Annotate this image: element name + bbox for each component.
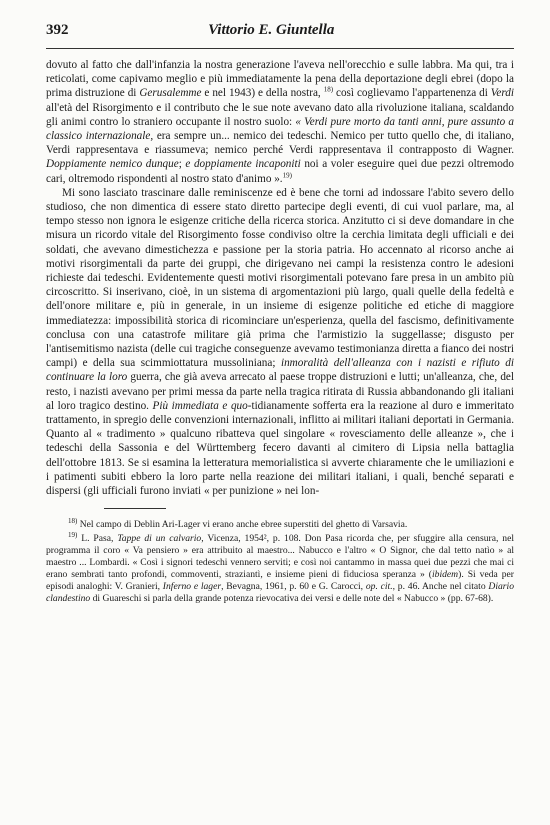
text-run: e nel 1943) e della nostra, <box>201 87 324 100</box>
footnote-text: Nel campo di Deblin Ari-Lager vi erano anche ebree superstiti del ghetto di Varsavia. <box>77 519 408 531</box>
paragraph-1 <box>46 58 514 186</box>
paragraph-2 <box>46 186 514 498</box>
footnote-number: 19) <box>68 531 78 540</box>
text-run: era sempre un... nemico dei tedeschi. Nemico per tutto quello che, di italiano, Verdi rappresentava e riassumeva; nemico perché Verdi rappresentava il contrapposto di Wagner. <box>46 130 514 157</box>
text-run: Mi sono lasciato trascinare dalle reminiscenze ed è bene che torni ad indossare l'abito severo dello studioso, che non dimentica di essere stato diretto partecipe degli eventi, di cui vuol parlare, ma, al tempo stesso non ignora le esigenze critiche della ricerca storica. Anzitutto ci si deve domandare in che misura un ricordo vitale del Risorgimento fosse condiviso oltre la cerchia limitata degli ufficiali e dei soldati, che avevano dimestichezza e passione per la storia patria. Ho accennato al ricorso anche ai motivi risorgimentali da parte dei gruppi, che dirigevano nei campi la resistenza contro le adesioni richieste dai tedeschi. Evidentemente questi motivi risorgimentali potevano fare presa in un ambito più circoscritto. Si inserivano, cioè, in un sistema di argomentazioni più largo, quali quelle della fedeltà e dell'onore militare e, più in generale, in un insieme di esigenze politiche ed etiche di maggiore immediatezza: impossibilità storica di ricominciare un'esperienza, quella del fascismo, definitivamente conclusa con una catastrofe militare già prima che l'armistizio la suggellasse; disgusto per l'antisemitismo nazista (delle cui tragiche conseguenze avevamo testimonianza diretta a fianco dei nostri campi) e della sua scimmiottatura mussoliniana; <box>46 186 514 370</box>
text-run: dovuto al fatto che dall'infanzia la nostra generazione l'aveva nell'orecchio e sulle labbra. Ma qui, tra i reticolati, come capivamo meglio e più immediatamente la pena della deportazione degli ebrei (dopo la prima distruzione di <box>46 59 514 100</box>
footnote-19 <box>46 533 514 605</box>
text-run: ; <box>178 158 186 171</box>
footnote-ref-19[interactable]: 19) <box>282 170 292 179</box>
text-run: così coglievamo l'appartenenza di <box>333 87 491 100</box>
footnote-18 <box>46 519 514 531</box>
italic-run: op. cit. <box>365 581 393 593</box>
footnote-divider <box>104 508 166 509</box>
text-run: , Bevagna, 1961, p. 60 e G. Carocci, <box>221 581 366 593</box>
text-run: tidianamente sofferta era la reazione al duro e immeritato trattamento, in spregio delle convenzioni internazionali, inflitto ai militari italiani deportati in Germania. Quanto al « tradimento » qualcuno ribatteva quel singolare « rovesciamento delle alleanze », che i tedeschi della Sassonia e del Württemberg fecero davanti al cimitero di Lipsia nella battaglia dell'ottobre 1813. Se si esamina la letteratura memorialistica si avverte chiaramente che le umiliazioni e i patimenti subiti ebbero la loro parte nella reazione dei militari italiani, i quali, benché separati e dispersi (gli ufficiali furono inviati « per punizione » nei lon- <box>46 399 514 498</box>
italic-run: e doppiamente incaponiti <box>185 158 301 171</box>
text-run: L. Pasa, <box>77 533 118 545</box>
footnote-number: 18) <box>68 517 78 526</box>
page-header <box>46 22 514 49</box>
text-run: di Guareschi si parla della grande potenza rievocativa dei versi e delle note del « Nabucco » (pp. 67-68). <box>90 593 494 605</box>
italic-run: Verdi <box>490 87 514 100</box>
text-run: all'età del Risorgimento e il contributo che le sue note avevano dato alla rivoluzione italiana, scaldando gli animi contro lo straniero occupante il nostro suolo: <box>46 101 514 128</box>
text-run: ). Si veda per episodi analoghi: V. Granieri, <box>46 569 515 593</box>
text-run: , p. 46. Anche nel citato <box>392 581 489 593</box>
italic-run: Tappe di un calvario <box>117 533 202 545</box>
text-run: noi a voler eseguire quei due pezzi oltremodo cari, oltremodo rispondenti al nostro stato d'animo ». <box>46 158 514 185</box>
footnote-ref-18[interactable]: 18) <box>323 85 334 94</box>
text-run: , Vicenza, 1954², p. 108. Don Pasa ricorda che, per sfuggire alla censura, nel programma il coro « Va pensiero » era attribuito al maestro... Nabucco e l'altro « O Signor, che dal tetto natìo » al maestro ... Lombardi. « Così i signori tedeschi vennero serviti; e così noi cantammo in massa quei due pezzi che mai ci erano sembrati tanto profondi, commoventi, straziantì, e insieme pieni di fiduciosa speranza » ( <box>46 533 515 581</box>
footnotes <box>46 519 514 605</box>
text-run: guerra, che già aveva arrecato al paese troppe distruzioni e lutti; un'alleanza, che, del resto, i nazisti avevano per primi messa da parte nella tragica ritirata di Russia abbandonando gli italiani al loro tragico destino. <box>46 371 514 412</box>
italic-run: Doppiamente nemico dunque <box>46 158 179 171</box>
page-number: 392 <box>46 22 69 38</box>
running-title: Vittorio E. Giuntella <box>208 22 335 38</box>
italic-run: Inferno e lager <box>162 581 222 593</box>
main-text <box>46 58 514 498</box>
italic-run: Diario clandestino <box>46 581 514 605</box>
italic-run: ibidem <box>432 569 459 581</box>
italic-quote: « Verdi pure morto da tanti anni, pure assunto a classico internazionale, <box>46 115 514 143</box>
italic-run: Più immediata e quo- <box>152 399 252 412</box>
italic-run: Gerusalemme <box>139 87 202 100</box>
italic-run: inmoralità dell'alleanza con i nazisti e rifiuto di continuare la loro <box>46 357 514 384</box>
